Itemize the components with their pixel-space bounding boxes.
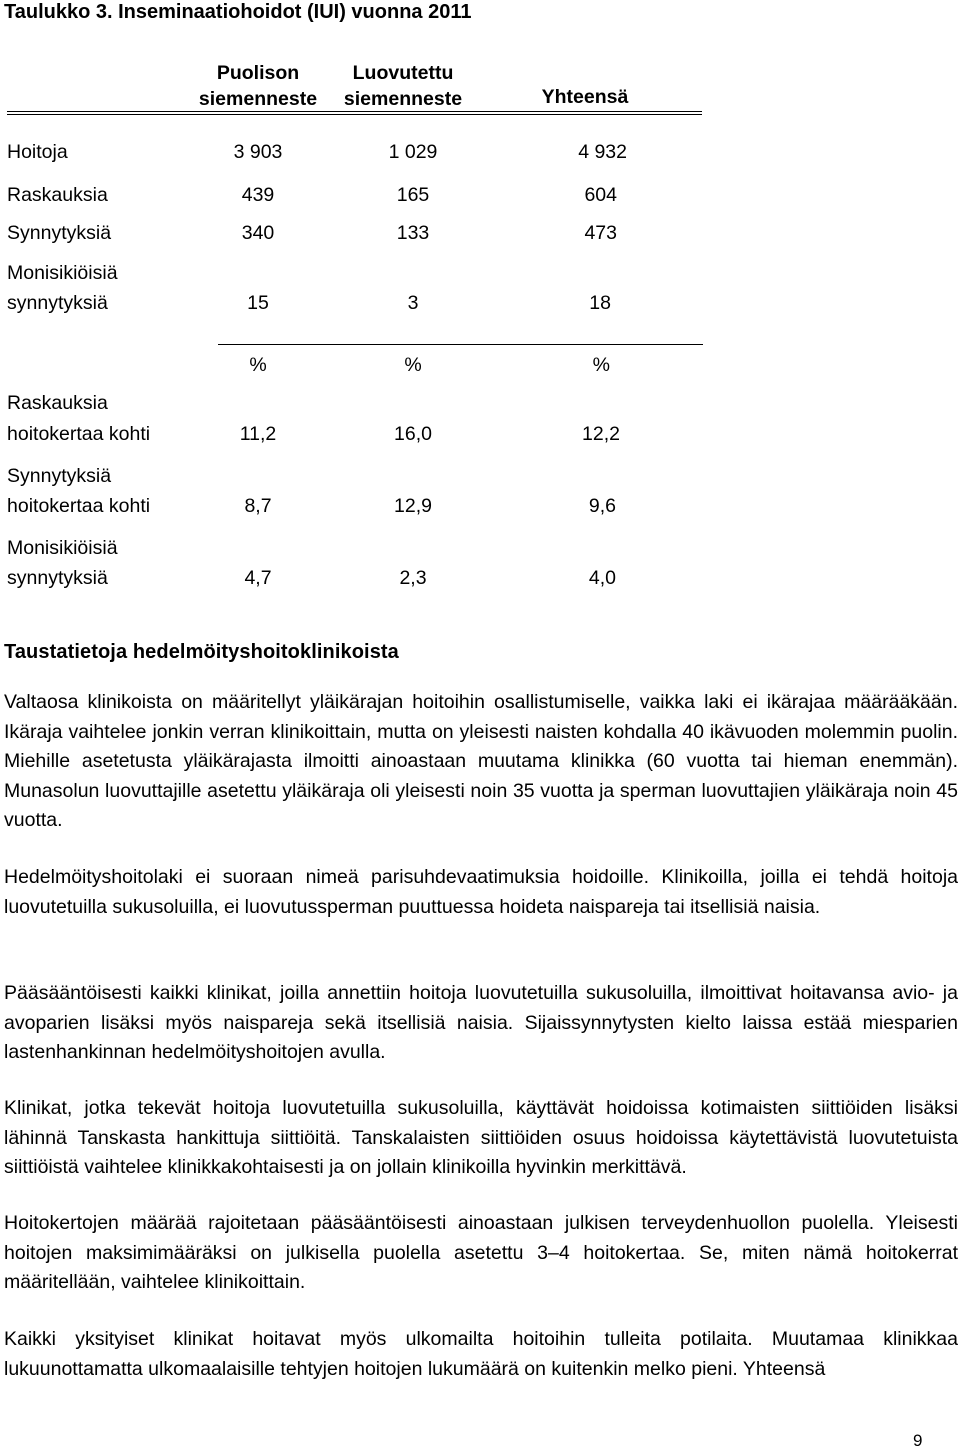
paragraph: Klinikat, jotka tekevät hoitoja luovutetuilla sukusoluilla, käyttävät hoidoissa kotimaisten siittiöiden lisäksi lähinnä Tanskasta hankittuja siittiöitä. Tanskalaisten siittiöiden osuus hoidoissa käytettävistä luovutetuista siittiöistä vaihtelee klinikkakohtaisesti ja on jollain klinikoilla hyvinkin merkittävä. [4, 1097, 958, 1178]
column-header-line2: siemenneste [198, 88, 318, 110]
row-label-monisikioisia-line2: synnytyksiä [7, 292, 108, 314]
cell-value: 4,7 [244, 567, 272, 589]
cell-value: 133 [396, 222, 430, 244]
cell-value: 12,9 [394, 495, 432, 517]
page-number: 9 [913, 1431, 923, 1450]
row-label-line2: hoitokertaa kohti [7, 495, 151, 517]
column-header-partner-sperm [190, 60, 326, 112]
cell-value: 11,2 [239, 423, 277, 445]
cell-value: 9,6 [588, 495, 616, 517]
cell-value: 8,7 [244, 495, 272, 517]
column-header-line2: siemenneste [343, 88, 463, 110]
row-label-raskauksia: Raskauksia [7, 184, 108, 206]
section-rule [218, 344, 703, 345]
cell-value: 473 [584, 222, 617, 244]
cell-value: 4 932 [578, 141, 627, 163]
cell-value: 18 [589, 292, 611, 314]
percent-header: % [592, 354, 610, 376]
row-label-line2: synnytyksiä [7, 567, 108, 589]
percent-header: % [249, 354, 267, 376]
cell-value: 340 [241, 222, 275, 244]
cell-value: 3 903 [233, 141, 283, 163]
cell-value: 2,3 [399, 567, 427, 589]
header-rule [7, 111, 702, 112]
column-header-donor-sperm [333, 60, 473, 112]
cell-value: 604 [584, 184, 617, 206]
cell-value: 15 [247, 292, 269, 314]
header-rule-double [7, 114, 702, 115]
section-heading: Taustatietoja hedelmöityshoitoklinikoista [4, 641, 399, 663]
paragraph: Hoitokertojen määrää rajoitetaan pääsääntöisesti ainoastaan julkisen terveydenhuollon puolella. Yleisesti hoitojen maksimimääräksi on julkisella puolella asetettu 3–4 hoitokertaa. Se, miten nämä hoitokerrat määritellään, vaihtelee klinikoittain. [4, 1212, 958, 1293]
cell-value: 165 [396, 184, 430, 206]
table-title: Taulukko 3. Inseminaatiohoidot (IUI) vuonna 2011 [4, 1, 472, 23]
row-label-hoitoja: Hoitoja [7, 141, 68, 163]
column-header-line1: Luovutettu [352, 62, 454, 84]
percent-header: % [404, 354, 422, 376]
row-label-line1: Raskauksia [7, 392, 108, 414]
row-label-synnytyksia: Synnytyksiä [7, 222, 112, 244]
paragraph: Kaikki yksityiset klinikat hoitavat myös ulkomailta hoitoihin tulleita potilaita. Muutamaa klinikkaa lukuunottamatta ulkomaalaisille tehtyjen hoitojen lukumäärä on kuitenkin melko pieni. Yhteensä [4, 1328, 958, 1380]
paragraph: Pääsääntöisesti kaikki klinikat, joilla annettiin hoitoja luovutetuilla sukusoluilla, ilmoittivat hoitavansa avio- ja avoparien lisäksi myös naispareja sekä itsellisiä naisia. Sijaissynnytysten kielto laissa estää miesparien lastenhankinnan hedelmöityshoitojen avulla. [4, 982, 958, 1063]
paragraph: Valtaosa klinikoista on määritellyt yläikärajan hoitoihin osallistumiselle, vaikka laki ei ikärajaa määrääkään. Ikäraja vaihtelee jonkin verran klinikoittain, mutta on yleisesti naisten kohdalla 40 ikävuoden molemmin puolin. Miehille asetetusta yläikärajasta ilmoitti ainoastaan muutama klinikka (60 vuotta tai hieman enemmän). Munasolun luovuttajille asetettu yläikäraja oli yleisesti noin 35 vuotta ja sperman luovuttajien yläikäraja noin 45 vuotta. [4, 691, 958, 831]
paragraph: Hedelmöityshoitolaki ei suoraan nimeä parisuhdevaatimuksia hoidoille. Klinikoilla, joilla ei tehdä hoitoja luovutetuilla sukusoluilla, ei luovutussperman puuttuessa hoideta naispareja tai itsellisiä naisia. [4, 866, 958, 918]
cell-value: 439 [241, 184, 275, 206]
cell-value: 16,0 [394, 423, 432, 445]
cell-value: 3 [407, 292, 419, 314]
row-label-monisikioisia-line1: Monisikiöisiä [7, 262, 118, 284]
row-label-line2: hoitokertaa kohti [7, 423, 151, 445]
column-header-total: Yhteensä [541, 86, 629, 108]
cell-value: 1 029 [388, 141, 438, 163]
row-label-line1: Synnytyksiä [7, 465, 112, 487]
row-label-line1: Monisikiöisiä [7, 537, 118, 559]
cell-value: 12,2 [582, 423, 620, 445]
cell-value: 4,0 [588, 567, 616, 589]
column-header-line1: Puolison [216, 62, 300, 84]
